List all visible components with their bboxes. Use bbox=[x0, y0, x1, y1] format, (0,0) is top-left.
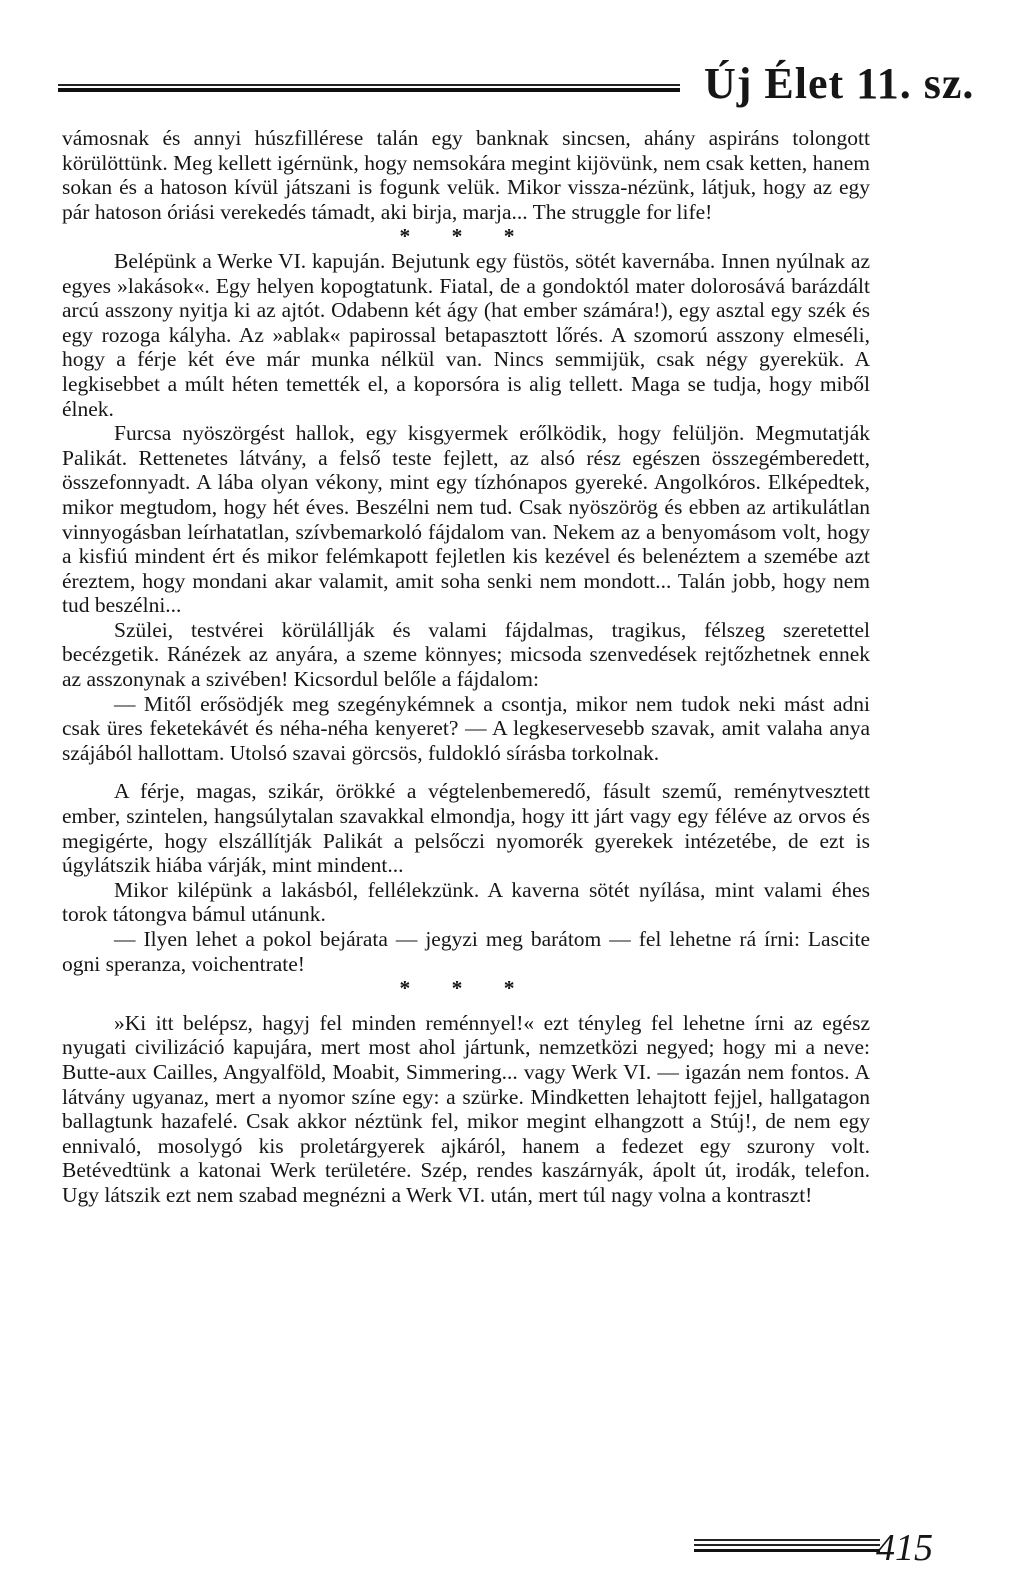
footer-rule-line bbox=[694, 1539, 880, 1541]
footer-rule bbox=[694, 1539, 880, 1555]
page-footer bbox=[0, 1525, 1024, 1569]
article-body bbox=[62, 126, 870, 1208]
footer-rule-line bbox=[694, 1549, 880, 1552]
page-number: 415 bbox=[876, 1527, 933, 1569]
footer-rule-line bbox=[694, 1544, 880, 1546]
paragraph-hell-gate: — Ilyen lehet a pokol bejárata — jegyzi meg barátom — fel lehetne rá írni: Lascite ogni speranza, voichentrate! bbox=[62, 927, 870, 976]
section-separator: * * * bbox=[399, 976, 533, 1001]
header-rule bbox=[58, 84, 680, 94]
paragraph-mother-speech: — Mitől erősödjék meg szegénykémnek a csontja, mikor nem tudok neki mást adni csak üres feketekávét és néha-néha kenyeret? — A legkeservesebb szavak, amit valaha anya szájából hallottam. Utolsó szavai görcsös, fuldokló sírásba torkolnak. bbox=[62, 691, 870, 765]
paragraph-father: A férje, magas, szikár, örökké a végtelenbemeredő, fásult szemű, reménytvesztett ember, szintelen, hangsúlytalan szavakkal elmondja, hogy itt járt vagy egy féléve az orvos és megigérte, hogy elszállítják Palikát a pelsőczi nyomorék gyerekek intézetébe, de ezt is úgylátszik hiába várják, mint mindent... bbox=[62, 779, 870, 878]
paragraph-palika: Furcsa nyöszörgést hallok, egy kisgyermek erőlködik, hogy felüljön. Megmutatják Palikát. Rettenetes látvány, a felső teste fejlett, az alsó rész egészen összegémberedett, összefonnyadt. A lába olyan vékony, mint egy tízhónapos gyereké. Angolkóros. Elképedtek, mikor megtudom, hogy hét éves. Beszélni nem tud. Csak nyöszörög és ebben az artikulátlan vinnyogásban leírhatatlan, szívbemarkoló fájdalom van. Nekem az a benyomásom volt, hogy a kisfiú mindent ért és mikor felémkapott fejletlen kis kezével és belenéztem a szemébe azt éreztem, hogy mondani akar valamit, amit soha senki nem mondott... Talán jobb, hogy nem tud beszélni... bbox=[62, 421, 870, 618]
page-header bbox=[0, 0, 1024, 120]
paragraph-conclusion: »Ki itt belépsz, hagyj fel minden reménnyel!« ezt tényleg fel lehetne írni az egész nyugati civilizáció kapujára, mert most ahol jártunk, nemzetközi negyed; hogy mi a neve: Butte-aux Cailles, Angyalföld, Moabit, Simmering... vagy Werk VI. — igazán nem fontos. A látvány ugyanaz, mert a nyomor színe egy: a szürke. Mindketten lehajtott fejjel, hallgatagon ballagtunk hazafelé. Csak akkor néztünk fel, mikor megint elhangzott a Stúj!, de nem egy ennivaló, mosolygó kis proletárgyerek ajkáról, hanem a fedezet egy szurony volt. Betévedtünk a katonai Werk területére. Szép, rendes kaszárnyák, ápolt út, irodák, telefon. Ugy látszik ezt nem szabad megnézni a Werk VI. után, mert túl nagy volna a kontraszt! bbox=[62, 1010, 870, 1207]
section-separator: * * * bbox=[399, 224, 533, 249]
paragraph-parents: Szülei, testvérei körülállják és valami fájdalmas, tragikus, félszeg szeretettel becézgetik. Ránézek az anyára, a szeme könnyes; micsoda szenvedések rejtőzhetnek ennek az asszonynak a szivében! Kicsordul belőle a fájdalom: bbox=[62, 617, 870, 692]
journal-title: Új Élet 11. sz. bbox=[704, 59, 975, 108]
paragraph-continuation: vámosnak és annyi húszfillérese talán egy banknak sincsen, ahány aspiráns tolongott körülöttünk. Meg kellett igérnünk, hogy nemsokára megint kijövünk, nem csak ketten, hanem sokan és a hatoson kívül játszani is fogunk velük. Mikor vissza-nézünk, látjuk, hogy az egy pár hatoson óriási verekedés támadt, aki birja, marja... The struggle for life! bbox=[62, 126, 870, 224]
header-rule-thin-line bbox=[58, 84, 680, 86]
paragraph-werke-entrance: Belépünk a Werke VI. kapuján. Bejutunk egy füstös, sötét kavernába. Innen nyúlnak az egyes »lakások«. Egy helyen kopogtatunk. Fiatal, de a gondoktól mater dolorosává barázdált arcú asszony nyitja ki az ajtót. Odabenn két ágy (hat ember számára!), egy asztal egy szék és egy rozoga kályha. Az »ablak« papirossal betapasztott lőrés. A szomorú asszony elmeséli, hogy a férje két éve már munka nélkül van. Nincs semmijük, csak négy gyerekük. A legkisebbet a múlt héten temették el, a koporsóra is alig tellett. Maga se tudja, hogy miből élnek. bbox=[62, 248, 870, 421]
header-rule-thick-line bbox=[58, 88, 680, 92]
paragraph-leaving: Mikor kilépünk a lakásból, fellélekzünk. A kaverna sötét nyílása, mint valami éhes torok tátongva bámul utánunk. bbox=[62, 877, 870, 927]
